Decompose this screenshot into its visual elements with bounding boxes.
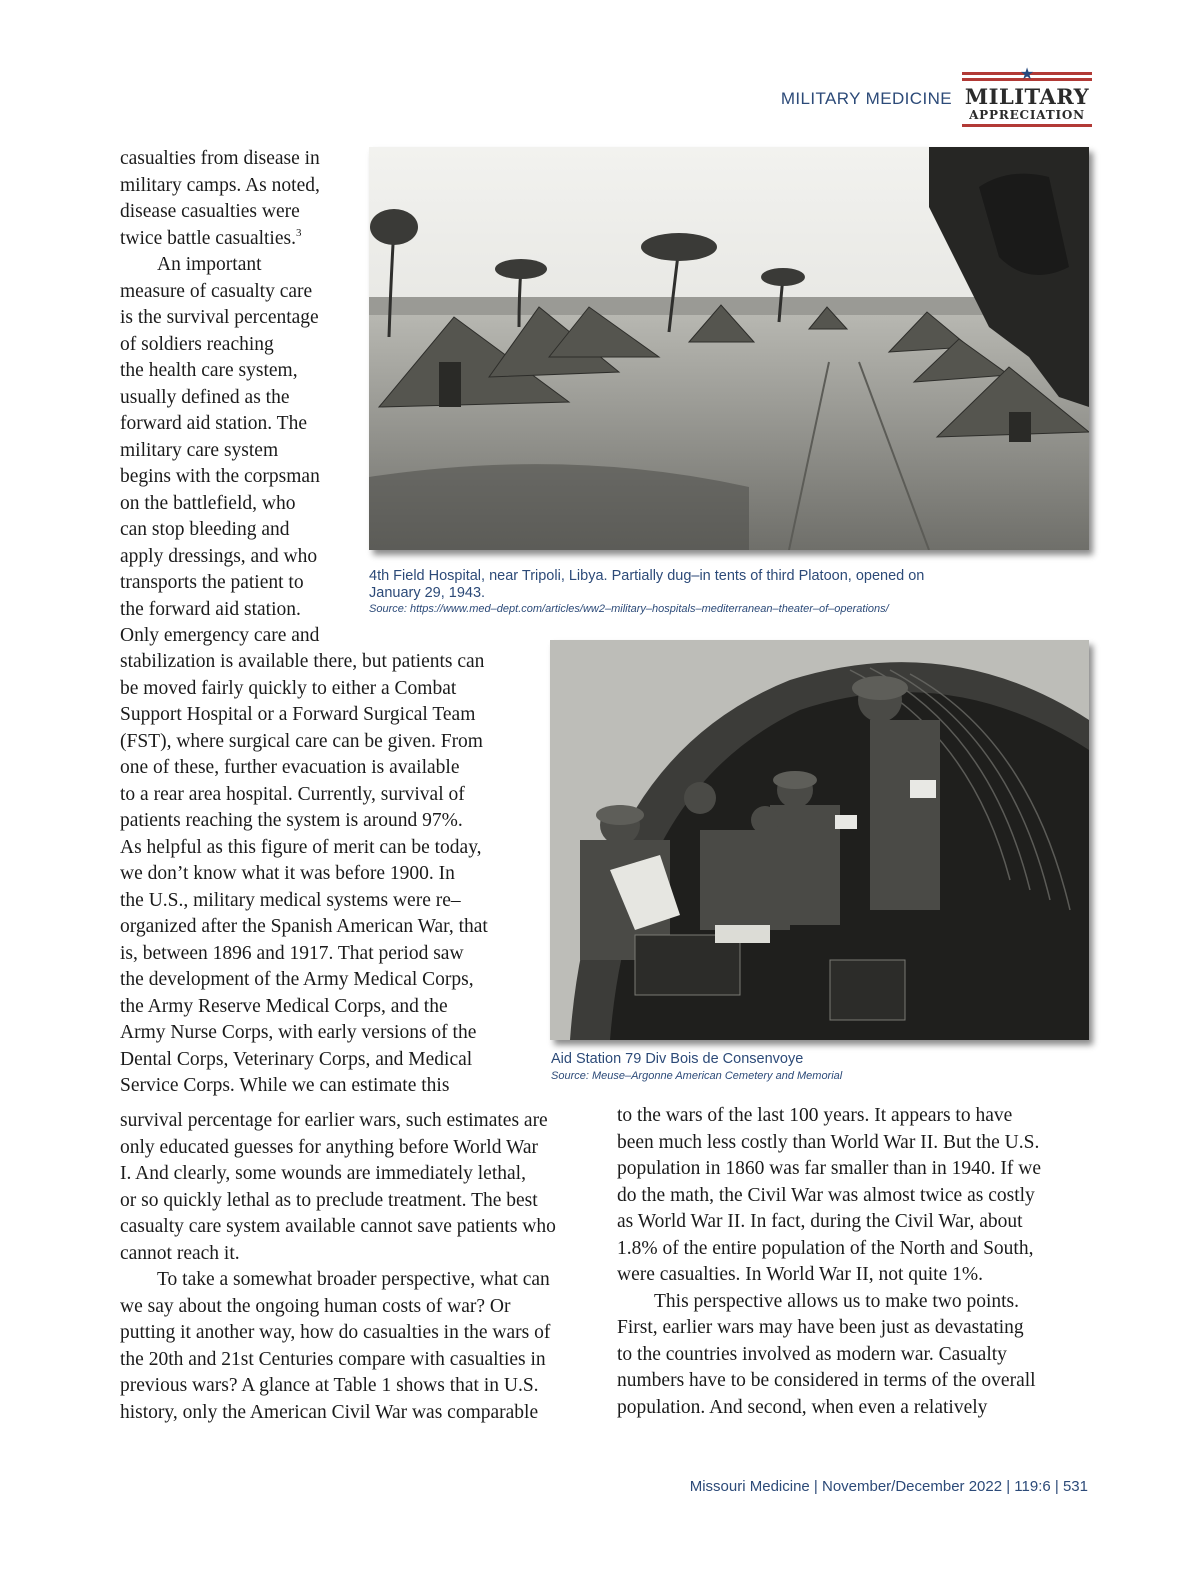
text-line: we say about the ongoing human costs of war? Or	[120, 1295, 511, 1317]
text-line: 1.8% of the entire population of the North and South,	[617, 1237, 1034, 1259]
text-line: population. And second, when even a relatively	[617, 1396, 988, 1418]
text-line: is the survival percentage	[120, 307, 319, 328]
text-line: usually defined as the	[120, 386, 290, 408]
text-line: First, earlier wars may have been just as devastating	[617, 1317, 1024, 1338]
body-text-left-mid	[120, 649, 540, 1100]
text-line: To take a somewhat broader perspective, what can	[157, 1269, 550, 1290]
text-line: disease casualties were	[120, 201, 300, 222]
section-title: MILITARY MEDICINE	[780, 89, 952, 108]
text-line: or so quickly lethal as to preclude treatment. The best	[120, 1189, 538, 1211]
figure-1-caption	[369, 568, 1069, 602]
text-line: previous wars? A glance at Table 1 shows that in U.S.	[120, 1375, 539, 1396]
text-line: begins with the corpsman	[120, 466, 320, 487]
text-line: is, between 1896 and 1917. That period saw	[120, 942, 464, 964]
text-line: on the battlefield, who	[120, 492, 296, 514]
text-line: I. And clearly, some wounds are immediately lethal,	[120, 1163, 526, 1184]
text-line: As helpful as this figure of merit can be today,	[120, 836, 482, 858]
body-text-left-top	[120, 146, 360, 650]
text-line: the health care system,	[120, 360, 298, 381]
text-line: stabilization is available there, but patients can	[120, 651, 485, 672]
text-line: Army Nurse Corps, with early versions of the	[120, 1022, 477, 1043]
text-line: numbers have to be considered in terms of the overall	[617, 1370, 1036, 1391]
text-line: (FST), where surgical care can be given. From	[120, 730, 483, 752]
military-appreciation-logo	[962, 64, 1092, 128]
text-line: Only emergency care and	[120, 625, 320, 646]
text-line: the U.S., military medical systems were re–	[120, 889, 461, 911]
text-line: population in 1860 was far smaller than in 1940. If we	[617, 1158, 1042, 1179]
text-line: as World War II. In fact, during the Civil War, about	[617, 1211, 1023, 1232]
text-line: the development of the Army Medical Corps,	[120, 969, 474, 990]
figure-1-source: Source: https://www.med–dept.com/articles/ww2–military–hospitals–mediterranean–theater–of–operations/	[369, 603, 889, 615]
text-line: survival percentage for earlier wars, such estimates are	[120, 1110, 548, 1131]
page-footer: Missouri Medicine | November/December 2022 | 119:6 | 531	[689, 1478, 1088, 1495]
text-line: An important	[157, 254, 262, 275]
text-line: do the math, the Civil War was almost twice as costly	[617, 1184, 1035, 1206]
text-line: be moved fairly quickly to either a Combat	[120, 677, 457, 699]
text-line: Service Corps. While we can estimate this	[120, 1075, 450, 1096]
figure-2-source: Source: Meuse–Argonne American Cemetery and Memorial	[551, 1070, 843, 1082]
text-line: only educated guesses for anything before World War	[120, 1136, 538, 1158]
text-line: history, only the American Civil War was comparable	[120, 1401, 539, 1423]
text-line: we don’t know what it was before 1900. In	[120, 863, 455, 884]
text-line: Support Hospital or a Forward Surgical Team	[120, 704, 476, 725]
text-line: casualty care system available cannot save patients who	[120, 1216, 556, 1237]
text-line: casualties from disease in	[120, 148, 320, 169]
text-line: apply dressings, and who	[120, 545, 318, 567]
text-line: of soldiers reaching	[120, 333, 274, 355]
text-line: to a rear area hospital. Currently, survival of	[120, 783, 465, 805]
logo-word-military: MILITARY	[964, 84, 1090, 109]
footnote-ref: 3	[295, 226, 302, 239]
text-line: putting it another way, how do casualties in the wars of	[120, 1322, 551, 1343]
text-line: twice battle casualties.$^3$	[120, 226, 302, 249]
figure-2-caption: Aid Station 79 Div Bois de Consenvoye	[551, 1051, 804, 1067]
field-hospital-photo	[369, 147, 1089, 550]
aid-station-photo	[550, 640, 1089, 1040]
text-line: measure of casualty care	[120, 280, 313, 302]
text-line: transports the patient to	[120, 572, 304, 593]
text-line: the forward aid station.	[120, 598, 301, 620]
text-line: cannot reach it.	[120, 1242, 240, 1264]
text-line: the Army Reserve Medical Corps, and the	[120, 995, 448, 1017]
text-line: one of these, further evacuation is available	[120, 757, 460, 778]
text-line: to the countries involved as modern war. Casualty	[617, 1343, 1007, 1365]
logo-stripe	[962, 124, 1092, 127]
text-line: the 20th and 21st Centuries compare with casualties in	[120, 1348, 546, 1370]
body-text-right	[617, 1103, 1097, 1421]
body-text-left-bottom	[120, 1108, 600, 1426]
text-line: been much less costly than World War II. But the U.S.	[617, 1131, 1040, 1153]
star-icon: ★	[1019, 64, 1035, 83]
text-line: military camps. As noted,	[120, 174, 320, 196]
text-line: This perspective allows us to make two points.	[654, 1290, 1020, 1312]
text-line: Dental Corps, Veterinary Corps, and Medical	[120, 1048, 473, 1070]
text-line: forward aid station. The	[120, 413, 308, 434]
text-line: patients reaching the system is around 97%.	[120, 810, 463, 831]
caption-line: 4th Field Hospital, near Tripoli, Libya. Partially dug–in tents of third Platoon, opened on	[369, 568, 925, 584]
text-line: can stop bleeding and	[120, 519, 290, 540]
caption-line: January 29, 1943.	[369, 585, 486, 601]
text-line: to the wars of the last 100 years. It appears to have	[617, 1105, 1013, 1126]
text-line: organized after the Spanish American War, that	[120, 916, 488, 937]
text-line: military care system	[120, 439, 279, 461]
text-line: were casualties. In World War II, not quite 1%.	[617, 1264, 983, 1285]
logo-word-appreciation: APPRECIATION	[969, 108, 1085, 122]
